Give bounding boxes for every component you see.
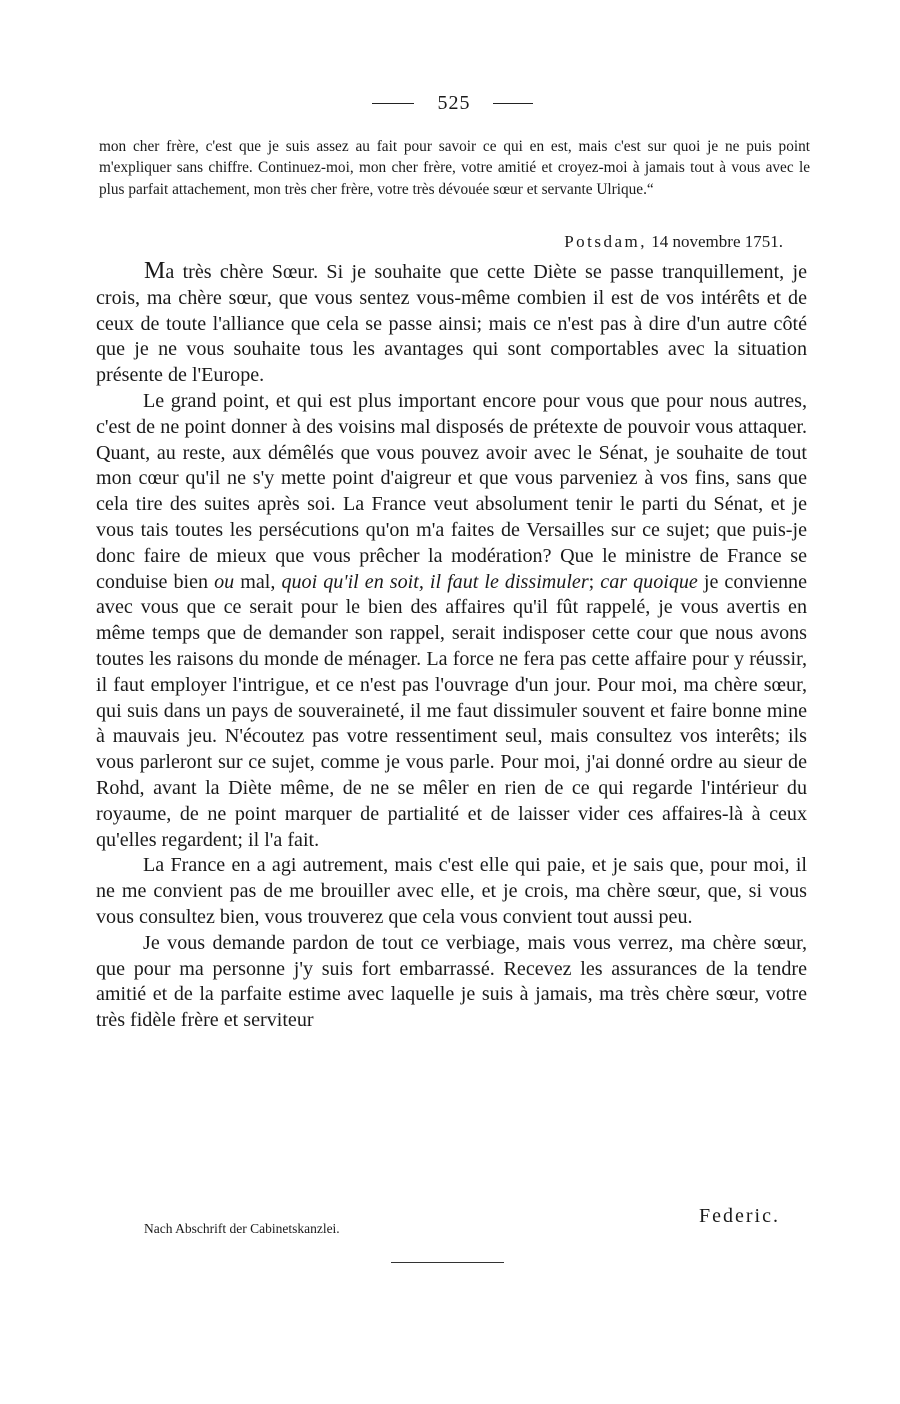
- source-note: Nach Abschrift der Cabinetskanzlei.: [144, 1221, 340, 1236]
- paragraph-2-text-c: ;: [588, 570, 601, 593]
- previous-letter-ending: mon cher frère, c'est que je suis assez au fait pour savoir ce qui en est, mais c'est sur quoi je ne puis point m'expliquer sans chiffre. Continuez-moi, mon cher frère, votre amitié et croyez-moi à jamais tout à vous avec le plus parfait attachement, mon très cher frère, votre très dévouée sœur et servante Ulrique.“: [99, 138, 810, 198]
- header-rule-left: [372, 103, 414, 104]
- dateline-date: 14 novembre 1751.: [651, 232, 783, 251]
- paragraph-2-italic-1: ou: [214, 570, 235, 593]
- letter-paragraph-4: Je vous demande pardon de tout ce verbiage, mais vous verrez, ma chère sœur, que pour ma personne j'y suis fort embarrassé. Recevez les assurances de la tendre amitié et de la parfaite estime avec laquelle je suis à jamais, ma très chère sœur, votre très fidèle frère et serviteur: [96, 931, 807, 1032]
- letter-paragraph-3: La France en a agi autrement, mais c'est elle qui paie, et je sais que, pour moi, il ne me convient pas de me brouiller avec elle, et je crois, ma chère sœur, que, si vous vous consultez bien, vous trouverez que cela vous convient tout aussi peu.: [96, 854, 807, 928]
- letter-paragraph-2: [96, 389, 807, 853]
- page-number: 525: [437, 92, 471, 114]
- page-header: [0, 92, 900, 118]
- signature: Federic.: [699, 1205, 780, 1227]
- paragraph-2-italic-3: car quoique: [600, 570, 698, 593]
- dateline-place: Potsdam,: [564, 232, 648, 251]
- letter-paragraph-1: [96, 259, 807, 389]
- header-rule-right: [493, 103, 533, 104]
- paragraph-1-text: a très chère Sœur. Si je souhaite que cette Diète se passe tranquillement, je crois, ma chère sœur, que vous sentez vous-même combien il est de vos intérêts et de ceux de toute l'alliance que cela se passe ainsi; mais ce n'est pas à dire d'un autre côté que je ne vous souhaite tous les avantages qui sont comportables avec la situation présente de l'Europe.: [96, 261, 807, 387]
- paragraph-2-italic-2: quoi qu'il en soit, il faut le dissimuler: [281, 570, 589, 593]
- paragraph-2-text-a: Le grand point, et qui est plus important encore pour vous que pour nous autres, c'est de ne point donner à des voisins mal disposés de prétexte de pouvoir vous attaquer. Quant, au reste, aux démêlés que vous pouvez avoir avec le Sénat, je souhaite de tout mon cœur qu'il ne s'y mette point d'aigreur et que vous parveniez à vos fins, sans que cela tire des suites après soi. La France veut absolument tenir le parti du Sénat, et je vous tais toutes les persécutions qu'on m'a faites de Versailles sur ce sujet; que puis-je donc faire de mieux que vous prêcher la modération? Que le ministre de France se conduise bien: [96, 389, 807, 593]
- paragraph-2-text-b: mal,: [234, 570, 282, 593]
- salutation-initial: M: [144, 258, 166, 284]
- paragraph-2-text-d: je convienne avec vous que ce serait pour le bien des affaires qu'il fût rappelé, je vous avertis en même temps que de demander son rappel, serait indisposer cette cour que nous avons toutes les raisons du monde de ménager. La force ne fera pas cette affaire pour y réussir, il faut employer l'intrigue, et ce n'est pas l'ouvrage d'un jour. Pour moi, ma chère sœur, qui suis dans un pays de souveraineté, il me faut dissimuler souvent et faire bonne mine à mauvais jeu. N'écoutez pas votre ressentiment seul, mais consultez vos interêts; ils vous parleront sur ce sujet, comme je vous parle. Pour moi, j'ai donné ordre au sieur de Rohd, avant la Diète même, de ne se mêler en rien de ce qui regarde l'intérieur du royaume, de ne point marquer de partialité et de laisser vider ces affaires-là à ceux qu'elles regardent; il l'a fait.: [96, 570, 808, 851]
- dateline: [564, 232, 783, 252]
- letter-body: [96, 259, 807, 1034]
- end-rule: [391, 1262, 504, 1263]
